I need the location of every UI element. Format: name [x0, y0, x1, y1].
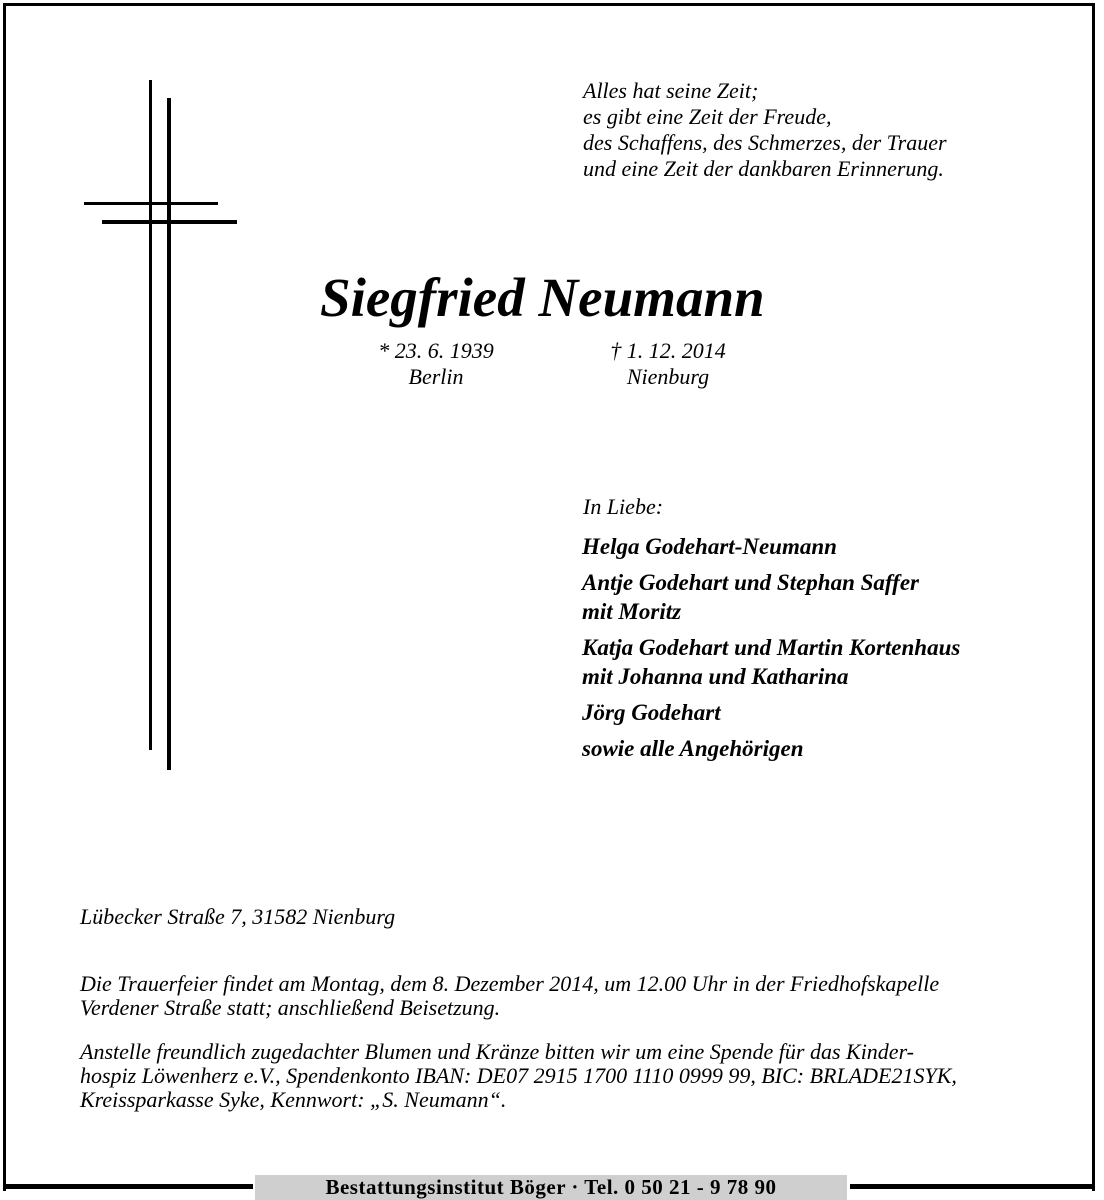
funeral-notice-line: Verdener Straße statt; anschließend Beisetzung. — [80, 995, 501, 1020]
birth-date: * 23. 6. 1939 — [378, 338, 494, 363]
mourner-entry — [582, 698, 1082, 727]
poem-line: Alles hat seine Zeit; — [583, 78, 759, 103]
notice-border-bottom-left — [3, 1184, 253, 1189]
donation-notice-line: hospiz Löwenherz e.V., Spendenkonto IBAN: DE07 2915 1700 1110 0999 99, BIC: BRLADE21SYK, — [80, 1063, 957, 1088]
poem-line: es gibt eine Zeit der Freude, — [583, 104, 832, 129]
poem-line: und eine Zeit der dankbaren Erinnerung. — [583, 156, 944, 181]
death-date: † 1. 12. 2014 — [610, 338, 726, 363]
mourner-line: sowie alle Angehörigen — [582, 736, 804, 761]
mourner-line: Jörg Godehart — [582, 700, 721, 725]
mourner-line: Katja Godehart und Martin Kortenhaus — [582, 635, 961, 660]
mourner-line: mit Moritz — [582, 599, 682, 624]
donation-notice — [80, 1040, 1024, 1112]
notice-border-bottom-right — [850, 1184, 1095, 1189]
mourners-list — [582, 532, 1082, 770]
death-place: Nienburg — [626, 364, 710, 389]
mourner-entry — [582, 532, 1082, 561]
birth-info — [352, 338, 520, 390]
poem — [583, 78, 1053, 182]
death-info — [578, 338, 758, 390]
funeral-notice — [80, 972, 1024, 1020]
mourner-line: mit Johanna und Katharina — [582, 664, 849, 689]
funeral-notice-line: Die Trauerfeier findet am Montag, dem 8. Dezember 2014, um 12.00 Uhr in der Friedhofskapelle — [80, 971, 940, 996]
donation-notice-line: Anstelle freundlich zugedachter Blumen und Kränze bitten wir um eine Spende für das Kinder- — [80, 1039, 915, 1064]
mourner-entry — [582, 568, 1082, 626]
birth-place: Berlin — [408, 364, 464, 389]
mourners-intro: In Liebe: — [583, 494, 664, 519]
mourner-line: Helga Godehart-Neumann — [582, 534, 837, 559]
funeral-home-footer: Bestattungsinstitut Böger · Tel. 0 50 21 - 9 78 90 — [255, 1175, 847, 1200]
donation-notice-line: Kreissparkasse Syke, Kennwort: „S. Neumann“. — [80, 1087, 507, 1112]
deceased-name: Siegfried Neumann — [320, 267, 765, 328]
poem-line: des Schaffens, des Schmerzes, der Trauer — [583, 130, 947, 155]
mourner-line: Antje Godehart und Stephan Saffer — [582, 570, 919, 595]
mourner-entry — [582, 633, 1082, 691]
address: Lübecker Straße 7, 31582 Nienburg — [80, 904, 396, 929]
mourner-entry — [582, 734, 1082, 763]
